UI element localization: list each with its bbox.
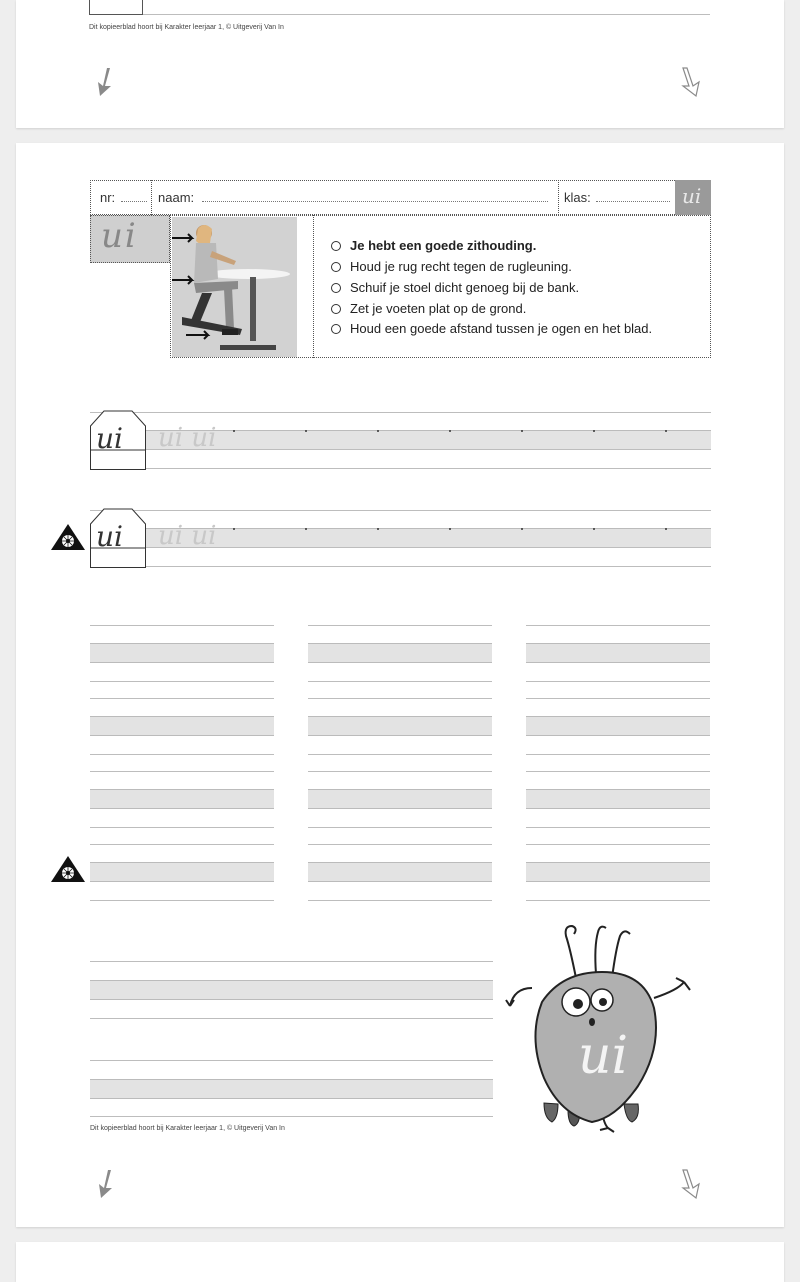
grid-bottom-line [90,681,274,682]
tip-1 [331,238,536,253]
tip-1-text: Je hebt een goede zithouding. [350,238,537,253]
grid-top-line [90,771,274,772]
letter-badge [675,180,711,215]
grid-bottom-line [308,827,492,828]
tip-checkbox-5[interactable] [331,324,341,334]
copyright-text-top: Dit kopieerblad hoort bij Karakter leerjaar 1, © Uitgeverij Van In [89,24,284,31]
letter-badge-text: ui [682,184,702,208]
bottom2-band [90,1079,493,1099]
bottom1-band [90,980,493,1000]
previous-page-box [89,0,143,15]
grid-band[interactable] [308,716,492,736]
monster-illustration [504,918,712,1138]
tip-3-text: Schuif je stoel dicht genoeg bij de bank. [350,280,580,295]
grid-bottom-line [308,754,492,755]
tip-3 [331,280,579,295]
row1-bottom-line [90,468,711,469]
arrow-down-left-icon[interactable] [95,1168,119,1200]
row1-dot [377,430,379,432]
tip-4 [331,301,526,316]
row2-dot [665,528,667,530]
grid-bottom-line [526,754,710,755]
row2-house-model [90,506,146,568]
grid-top-line [526,698,710,699]
bottom1-bottom-line [90,1018,493,1019]
row2-dot [377,528,379,530]
row1-dot [665,430,667,432]
grid-top-line [526,844,710,845]
bottom1-top-line [90,961,493,962]
naam-label: naam: [158,190,195,205]
row1-dot [305,430,307,432]
bottom2-bottom-line [90,1116,493,1117]
triangle-badge-icon [50,855,86,883]
nr-field[interactable] [121,201,147,202]
nr-label: nr: [100,190,116,205]
posture-photo [172,217,297,357]
previous-page-line [143,14,710,15]
grid-top-line [308,771,492,772]
grid-band[interactable] [308,862,492,882]
row1-dot [233,430,235,432]
klas-field[interactable] [596,201,670,202]
grid-top-line [90,698,274,699]
grid-band[interactable] [308,643,492,663]
row1-model-letter: ui [96,422,123,455]
grid-top-line [308,625,492,626]
row2-dot [449,528,451,530]
grid-bottom-line [90,900,274,901]
arrow-down-left-icon[interactable] [94,66,118,98]
naam-field[interactable] [202,201,548,202]
row2-dot [521,528,523,530]
grid-band[interactable] [526,789,710,809]
tip-4-text: Zet je voeten plat op de grond. [350,301,527,316]
tip-2 [331,259,572,274]
letter-model-tile-text: ui [101,216,138,256]
row1-trace-letter: ui ui [158,423,217,453]
klas-label: klas: [564,190,591,205]
grid-top-line [308,844,492,845]
header-divider-2 [558,180,559,215]
grid-band[interactable] [526,716,710,736]
worksheet-page [16,143,784,1227]
row2-bottom-line [90,566,711,567]
triangle-badge-icon [50,523,86,551]
grid-band[interactable] [90,789,274,809]
previous-page [16,0,784,128]
monster-letter: ui [578,1026,629,1086]
arrow-down-right-outline-icon[interactable] [678,1168,704,1200]
grid-band[interactable] [308,789,492,809]
row1-house-model [90,408,146,470]
row2-dot [593,528,595,530]
row2-top-line [90,510,711,511]
posture-divider [313,215,314,358]
tip-checkbox-4[interactable] [331,304,341,314]
grid-top-line [526,771,710,772]
letter-model-tile [90,215,170,263]
grid-bottom-line [90,827,274,828]
grid-bottom-line [90,754,274,755]
grid-top-line [308,698,492,699]
tip-checkbox-3[interactable] [331,283,341,293]
grid-band[interactable] [526,862,710,882]
row1-band [146,430,711,450]
row1-dot [521,430,523,432]
tip-checkbox-2[interactable] [331,262,341,272]
grid-band[interactable] [90,862,274,882]
grid-band[interactable] [90,643,274,663]
arrow-down-right-outline-icon[interactable] [678,66,704,98]
row1-dot [593,430,595,432]
row2-dot [305,528,307,530]
grid-top-line [90,844,274,845]
grid-bottom-line [308,681,492,682]
copyright-text-bottom: Dit kopieerblad hoort bij Karakter leerjaar 1, © Uitgeverij Van In [90,1125,285,1132]
row2-band [146,528,711,548]
row2-trace-letter: ui ui [158,521,217,551]
row2-dot [233,528,235,530]
bottom2-top-line [90,1060,493,1061]
grid-bottom-line [526,900,710,901]
next-page [16,1242,784,1282]
grid-bottom-line [526,681,710,682]
tip-5 [331,321,652,336]
tip-5-text: Houd een goede afstand tussen je ogen en het blad. [350,321,653,336]
grid-bottom-line [526,827,710,828]
tip-2-text: Houd je rug recht tegen de rugleuning. [350,259,572,274]
row1-top-line [90,412,711,413]
tip-checkbox-1[interactable] [331,241,341,251]
grid-top-line [526,625,710,626]
header-divider-1 [151,180,152,215]
grid-bottom-line [308,900,492,901]
row1-dot [449,430,451,432]
grid-top-line [90,625,274,626]
row2-model-letter: ui [96,520,123,553]
grid-band[interactable] [526,643,710,663]
grid-band[interactable] [90,716,274,736]
